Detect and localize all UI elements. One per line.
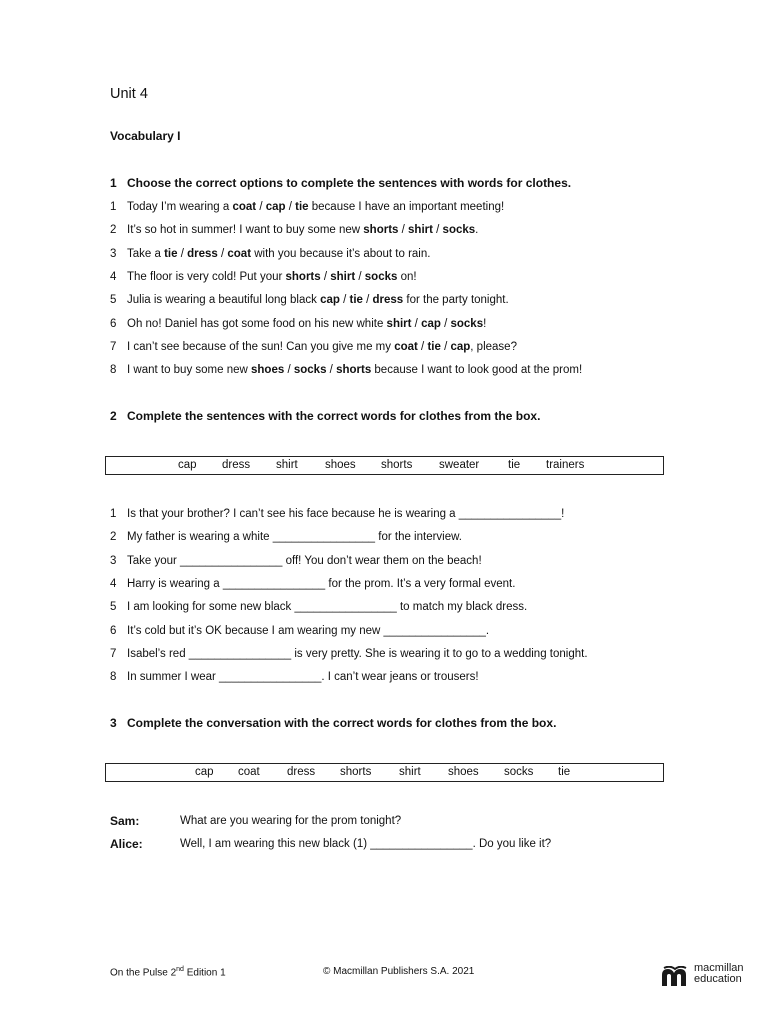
item-text-pre: I can’t see because of the sun! Can you give me my <box>127 340 395 353</box>
logo-line-2: education <box>694 973 742 985</box>
box-word: shoes <box>448 766 479 778</box>
box-word: cap <box>195 766 214 778</box>
unit-title: Unit 4 <box>110 86 148 102</box>
exercise-1-instruction <box>110 176 571 190</box>
option-separator: / <box>440 340 451 353</box>
item-text-post: with you because it’s about to rain. <box>251 247 431 260</box>
box-word: shorts <box>340 766 372 778</box>
exercise-3-instruction <box>110 716 556 730</box>
item-number: 6 <box>110 317 117 330</box>
item-text-pre: I want to buy some new <box>127 364 252 377</box>
item-text-pre: The floor is very cold! Put your <box>127 270 286 283</box>
option-2[interactable]: tie <box>349 294 363 307</box>
item-number: 6 <box>110 624 117 637</box>
instruction-text: Complete the sentences with the correct words for clothes from the box. <box>127 409 541 423</box>
item-number: 1 <box>110 508 117 520</box>
item-text[interactable]: My father is wearing a white ________________ for the interview. <box>127 531 462 544</box>
item-number: 8 <box>110 364 117 377</box>
option-separator: / <box>285 201 296 213</box>
option-3[interactable]: shorts <box>336 364 372 377</box>
option-3[interactable]: coat <box>227 247 252 260</box>
item-text-post: , please? <box>470 340 517 353</box>
instruction-text: Choose the correct options to complete the sentences with words for clothes. <box>127 176 572 190</box>
exercise-2-item <box>110 599 527 615</box>
option-separator: / <box>398 224 409 237</box>
exercise-1-item <box>110 339 517 355</box>
item-text[interactable]: Take your ________________ off! You don’t wear them on the beach! <box>127 554 482 567</box>
option-separator: / <box>411 317 422 330</box>
item-text-post: . <box>475 224 479 237</box>
dialogue-line: What are you wearing for the prom tonight? <box>180 815 402 827</box>
exercise-1-item <box>110 316 486 332</box>
dialogue-line: Well, I am wearing this new black (1) ________________. Do you like it? <box>180 838 552 850</box>
item-number: 8 <box>110 671 117 684</box>
item-number: 7 <box>110 647 117 660</box>
item-number: 4 <box>110 270 117 283</box>
option-3[interactable]: socks <box>364 270 398 283</box>
exercise-1-item <box>110 222 478 238</box>
option-2[interactable]: cap <box>421 317 441 330</box>
option-2[interactable]: shirt <box>408 224 433 237</box>
box-word: tie <box>558 766 571 778</box>
footer-book-post: Edition 1 <box>183 967 226 979</box>
item-number: 3 <box>110 247 117 260</box>
option-separator: / <box>417 340 428 353</box>
item-number: 7 <box>110 340 117 353</box>
exercise-number: 1 <box>110 176 117 190</box>
exercise-2-item <box>110 506 564 522</box>
item-text-post: ! <box>483 317 487 330</box>
exercise-2-item <box>110 576 515 592</box>
item-text-pre: Take a <box>127 247 165 260</box>
exercise-1-item <box>110 246 430 262</box>
box-word: dress <box>287 766 316 778</box>
option-2[interactable]: cap <box>265 201 286 213</box>
box-word: socks <box>504 766 534 778</box>
option-3[interactable]: tie <box>295 201 309 213</box>
footer-copyright: © Macmillan Publishers S.A. 2021 <box>323 966 475 977</box>
item-number: 5 <box>110 294 117 307</box>
option-separator: / <box>284 364 294 377</box>
exercise-2-item <box>110 553 482 569</box>
item-number: 5 <box>110 601 117 614</box>
option-1[interactable]: shorts <box>363 224 399 237</box>
option-3[interactable]: dress <box>372 294 404 307</box>
item-text[interactable]: In summer I wear ________________. I can’t wear jeans or trousers! <box>127 671 479 684</box>
exercise-2-instruction <box>110 409 540 423</box>
option-3[interactable]: socks <box>450 317 484 330</box>
box-word: shorts <box>381 459 413 471</box>
option-separator: / <box>355 270 365 283</box>
item-text-post: on! <box>397 270 417 283</box>
option-2[interactable]: shirt <box>330 270 356 283</box>
option-separator: / <box>256 201 266 213</box>
option-separator: / <box>177 247 188 260</box>
exercise-1-item <box>110 292 509 308</box>
box-word: coat <box>238 766 260 778</box>
exercise-2-item <box>110 669 479 685</box>
exercise-1-item <box>110 269 417 285</box>
instruction-text: Complete the conversation with the correct words for clothes from the box. <box>127 716 557 730</box>
item-text[interactable]: I am looking for some new black ________________ to match my black dress. <box>127 601 528 614</box>
item-text[interactable]: Is that your brother? I can’t see his face because he is wearing a ________________! <box>127 508 565 520</box>
option-1[interactable]: tie <box>164 247 178 260</box>
exercise-number: 2 <box>110 409 117 423</box>
box-word: shirt <box>399 766 421 778</box>
box-word: shoes <box>325 459 356 471</box>
item-number: 1 <box>110 201 117 213</box>
exercise-2-item <box>110 646 588 662</box>
footer-book-sup: nd <box>176 966 184 973</box>
item-text-pre: It’s so hot in summer! I want to buy some new <box>127 224 364 237</box>
exercise-2-item <box>110 529 462 545</box>
option-separator: / <box>362 294 373 307</box>
dialogue-speaker: Alice: <box>110 837 143 851</box>
item-number: 2 <box>110 531 117 544</box>
option-separator: / <box>326 364 337 377</box>
item-text-post: because I have an important meeting! <box>308 201 505 213</box>
footer-book-title <box>110 966 226 978</box>
logo-line-1: macmillan <box>694 962 744 974</box>
option-separator: / <box>339 294 350 307</box>
exercise-1-item <box>110 362 582 378</box>
macmillan-logo <box>662 963 754 989</box>
option-1[interactable]: coat <box>394 340 418 353</box>
option-1[interactable]: coat <box>232 201 257 213</box>
option-separator: / <box>320 270 331 283</box>
word-box-2 <box>105 456 664 475</box>
section-title: Vocabulary I <box>110 129 181 143</box>
exercise-2-item <box>110 623 489 639</box>
option-separator: / <box>217 247 228 260</box>
option-1[interactable]: cap <box>320 294 340 307</box>
option-separator: / <box>432 224 443 237</box>
option-2[interactable]: socks <box>293 364 327 377</box>
item-text[interactable]: Isabel’s red ________________ is very pretty. She is wearing it to go to a wedding tonight. <box>127 647 588 660</box>
item-number: 2 <box>110 224 117 237</box>
box-word: tie <box>508 459 521 471</box>
word-box-3 <box>105 763 664 782</box>
option-2[interactable]: tie <box>427 340 441 353</box>
exercise-1-item <box>110 199 504 215</box>
option-3[interactable]: socks <box>442 224 476 237</box>
option-1[interactable]: shirt <box>386 317 412 330</box>
item-number: 4 <box>110 577 117 590</box>
item-text-pre: Today I’m wearing a <box>127 201 233 213</box>
item-text-post: because I want to look good at the prom! <box>371 364 583 377</box>
item-text[interactable]: It’s cold but it’s OK because I am wearing my new ________________. <box>127 624 490 637</box>
option-1[interactable]: shoes <box>251 364 285 377</box>
item-text-pre: Oh no! Daniel has got some food on his new white <box>127 317 387 330</box>
item-text[interactable]: Harry is wearing a ________________ for the prom. It’s a very formal event. <box>127 577 516 590</box>
box-word: dress <box>222 459 251 471</box>
item-number: 3 <box>110 554 117 567</box>
box-word: shirt <box>276 459 298 471</box>
box-word: sweater <box>439 459 480 471</box>
exercise-number: 3 <box>110 716 117 730</box>
option-2[interactable]: dress <box>187 247 218 260</box>
dialogue-speaker: Sam: <box>110 814 140 828</box>
box-word: cap <box>178 459 197 471</box>
option-1[interactable]: shorts <box>285 270 321 283</box>
option-separator: / <box>440 317 451 330</box>
item-text-pre: Julia is wearing a beautiful long black <box>127 294 321 307</box>
footer-book-pre: On the Pulse 2 <box>110 967 177 979</box>
item-text-post: for the party tonight. <box>403 294 509 307</box>
box-word: trainers <box>546 459 585 471</box>
macmillan-logo-icon <box>662 966 688 986</box>
option-3[interactable]: cap <box>450 340 471 353</box>
